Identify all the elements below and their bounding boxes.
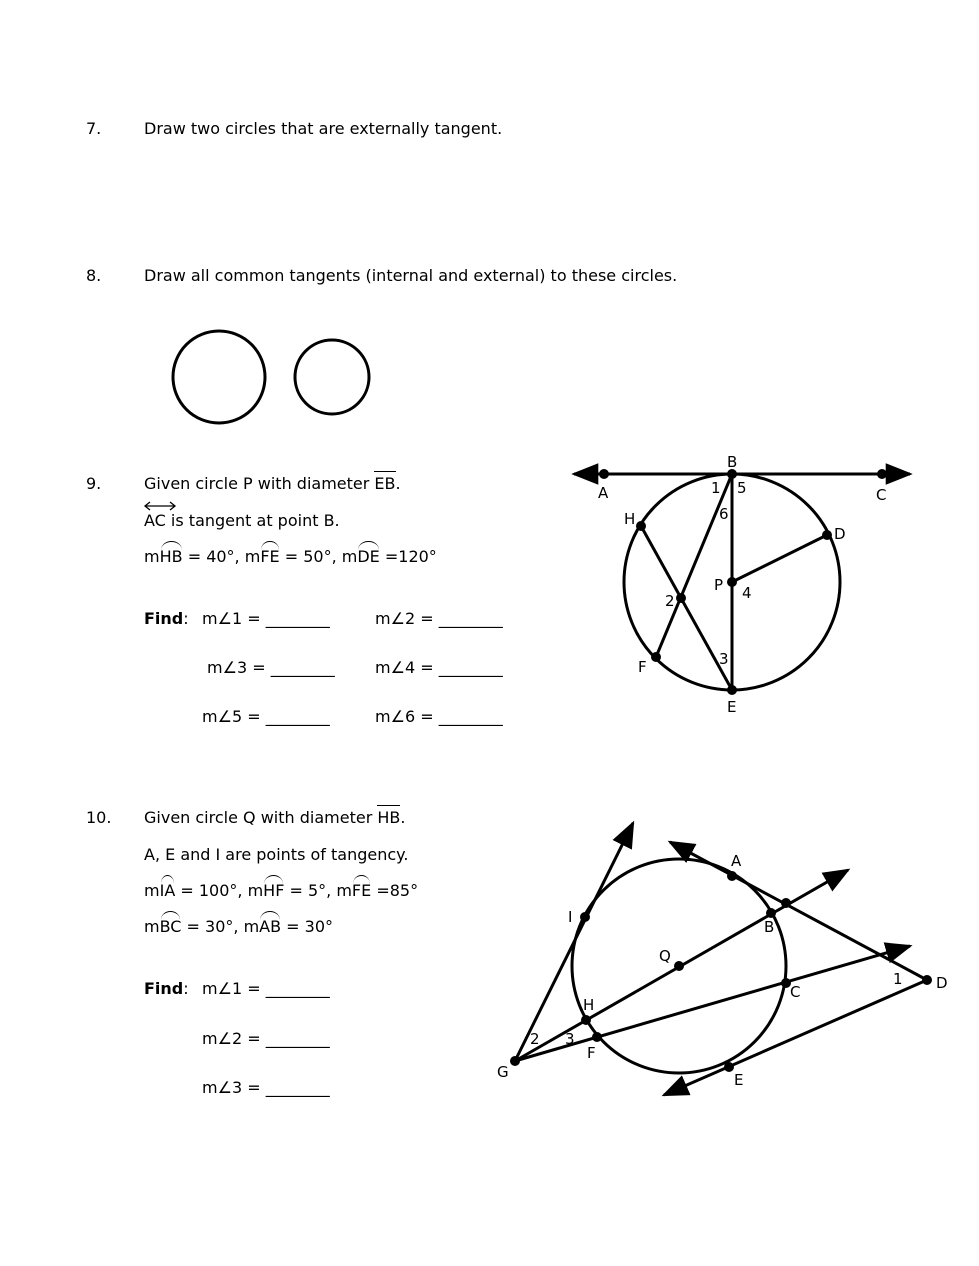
q10-point-g — [510, 1056, 520, 1066]
q9-angle-3[interactable]: m∠3 = ________ — [207, 658, 335, 677]
q10-angle-1[interactable]: m∠1 = ________ — [202, 979, 330, 998]
q10-angle-label-3: 3 — [565, 1030, 575, 1048]
q8-number: 8. — [86, 266, 102, 285]
q10-label-g: G — [497, 1063, 509, 1081]
q9-label-f: F — [638, 658, 647, 676]
q9-tangent: AC is tangent at point B. — [144, 511, 340, 531]
q10-number: 10. — [86, 808, 112, 827]
q9-angle-label-5: 5 — [737, 479, 747, 497]
q10-tangent-da — [670, 842, 927, 980]
q10-arcs-line2: mBC = 30°, mAB = 30° — [144, 917, 334, 936]
q9-label-h: H — [624, 510, 636, 528]
q10-label-c: C — [790, 983, 801, 1001]
q9-angle-6[interactable]: m∠6 = ________ — [375, 707, 503, 726]
q10-label-a: A — [731, 852, 742, 870]
q9-angle-label-6: 6 — [719, 505, 729, 523]
q9-angle-label-4: 4 — [742, 584, 752, 602]
q8-text: Draw all common tangents (internal and external) to these circles. — [144, 266, 678, 285]
q10-angle-2[interactable]: m∠2 = ________ — [202, 1029, 330, 1048]
q10-tangent-gi — [515, 823, 633, 1061]
q9-diameter: EB — [374, 474, 396, 493]
q7-text: Draw two circles that are externally tangent. — [144, 119, 503, 138]
q9-angle-label-1: 1 — [711, 479, 721, 497]
q9-number: 9. — [86, 474, 102, 493]
q9-angle-4[interactable]: m∠4 = ________ — [375, 658, 503, 677]
q10-diameter: HB — [377, 808, 401, 827]
q10-label-d: D — [936, 974, 948, 992]
q10-point-a — [727, 871, 737, 881]
q9-angle-label-3: 3 — [719, 650, 729, 668]
q7-number: 7. — [86, 119, 102, 138]
q9-label-c: C — [876, 486, 887, 504]
q10-label-h: H — [583, 996, 595, 1014]
q10-label-e: E — [734, 1071, 744, 1089]
q9-find-label: Find: — [144, 609, 189, 628]
q10-angle-label-2: 2 — [530, 1030, 540, 1048]
q10-label-f: F — [587, 1044, 596, 1062]
q9-given: Given circle P with diameter EB. — [144, 474, 401, 493]
q10-label-b: B — [764, 918, 775, 936]
q10-point-d — [922, 975, 932, 985]
q9-angle-1[interactable]: m∠1 = ________ — [202, 609, 330, 628]
q10-angle-3[interactable]: m∠3 = ________ — [202, 1078, 330, 1097]
q9-angle-5[interactable]: m∠5 = ________ — [202, 707, 330, 726]
q9-angle-label-2: 2 — [665, 592, 675, 610]
q10-point-bd — [781, 898, 791, 908]
q10-find-label: Find: — [144, 979, 189, 998]
q9-label-b: B — [727, 453, 738, 471]
q10-angle-label-1: 1 — [893, 970, 903, 988]
q10-point-h — [581, 1015, 591, 1025]
q10-given: Given circle Q with diameter HB. — [144, 808, 406, 827]
q9-label-e: E — [727, 698, 737, 716]
q10-point-b — [766, 908, 776, 918]
q10-label-q: Q — [659, 947, 671, 965]
q9-label-a: A — [598, 484, 609, 502]
q10-tangency: A, E and I are points of tangency. — [144, 845, 409, 864]
q9-angle-2[interactable]: m∠2 = ________ — [375, 609, 503, 628]
q10-point-q — [674, 961, 684, 971]
q10-arcs-line1: mIA = 100°, mHF = 5°, mFE =85° — [144, 881, 419, 900]
q9-label-d: D — [834, 525, 846, 543]
q9-line-ac: AC — [144, 511, 166, 531]
q9-arcs: mHB = 40°, mFE = 50°, mDE =120° — [144, 547, 437, 566]
q10-point-f — [592, 1032, 602, 1042]
q9-label-p: P — [714, 576, 724, 594]
q10-label-i: I — [568, 908, 573, 926]
q10-point-e — [724, 1062, 734, 1072]
q10-point-i — [580, 912, 590, 922]
